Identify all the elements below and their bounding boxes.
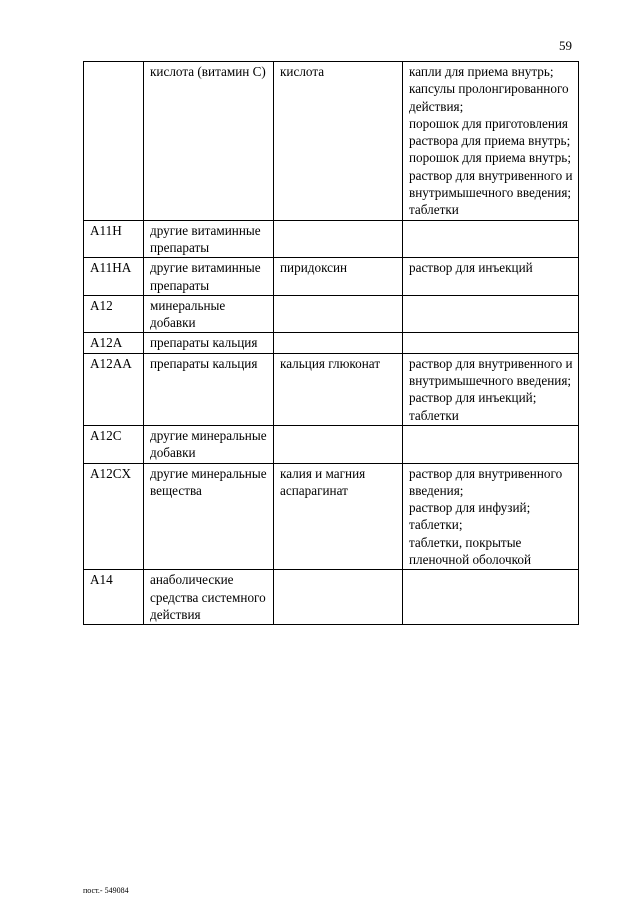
substance-cell: кальция глюконат — [274, 353, 403, 425]
dosage-forms-cell: раствор для внутривенного и внутримышечного введения; раствор для инъекций; таблетки — [403, 353, 579, 425]
substance-cell: пиридоксин — [274, 258, 403, 296]
substance-cell — [274, 425, 403, 463]
dosage-forms-cell — [403, 333, 579, 353]
substance-cell — [274, 220, 403, 258]
group-name-cell: другие витаминные препараты — [144, 220, 274, 258]
substance-cell — [274, 295, 403, 333]
group-name-cell: другие витаминные препараты — [144, 258, 274, 296]
substance-cell — [274, 333, 403, 353]
group-name-cell: минеральные добавки — [144, 295, 274, 333]
dosage-forms-cell — [403, 220, 579, 258]
group-name-cell: другие минеральные добавки — [144, 425, 274, 463]
dosage-forms-cell: раствор для инъекций — [403, 258, 579, 296]
atc-code-cell: A12C — [84, 425, 144, 463]
dosage-forms-cell — [403, 570, 579, 625]
drug-classification-table — [83, 61, 579, 625]
group-name-cell: кислота (витамин С) — [144, 62, 274, 221]
page-number: 59 — [559, 38, 572, 53]
dosage-forms-cell — [403, 425, 579, 463]
group-name-cell: препараты кальция — [144, 333, 274, 353]
atc-code-cell: A12A — [84, 333, 144, 353]
substance-cell — [274, 570, 403, 625]
table-row — [84, 62, 579, 221]
atc-code-cell: A14 — [84, 570, 144, 625]
dosage-forms-cell — [403, 295, 579, 333]
atc-code-cell: A12AA — [84, 353, 144, 425]
atc-code-cell: A12CX — [84, 463, 144, 570]
atc-code-cell: A11HA — [84, 258, 144, 296]
table-row — [84, 353, 579, 425]
table-row — [84, 220, 579, 258]
table-row — [84, 463, 579, 570]
table-body — [84, 62, 579, 625]
group-name-cell: другие минеральные вещества — [144, 463, 274, 570]
substance-cell: кислота — [274, 62, 403, 221]
substance-cell: калия и магния аспарагинат — [274, 463, 403, 570]
table-row — [84, 425, 579, 463]
atc-code-cell: A12 — [84, 295, 144, 333]
table-row — [84, 258, 579, 296]
atc-code-cell — [84, 62, 144, 221]
group-name-cell: препараты кальция — [144, 353, 274, 425]
table-row — [84, 295, 579, 333]
footer-document-id: пост.- 549084 — [83, 886, 129, 895]
table-row — [84, 570, 579, 625]
dosage-forms-cell: раствор для внутривенного введения; раствор для инфузий; таблетки; таблетки, покрытые пленочной оболочкой — [403, 463, 579, 570]
group-name-cell: анаболические средства системного действия — [144, 570, 274, 625]
table-row — [84, 333, 579, 353]
atc-code-cell: A11H — [84, 220, 144, 258]
dosage-forms-cell: капли для приема внутрь; капсулы пролонгированного действия; порошок для приготовления раствора для приема внутрь; порошок для приема внутрь; раствор для внутривенного и внутримышечного введения; таблетки — [403, 62, 579, 221]
